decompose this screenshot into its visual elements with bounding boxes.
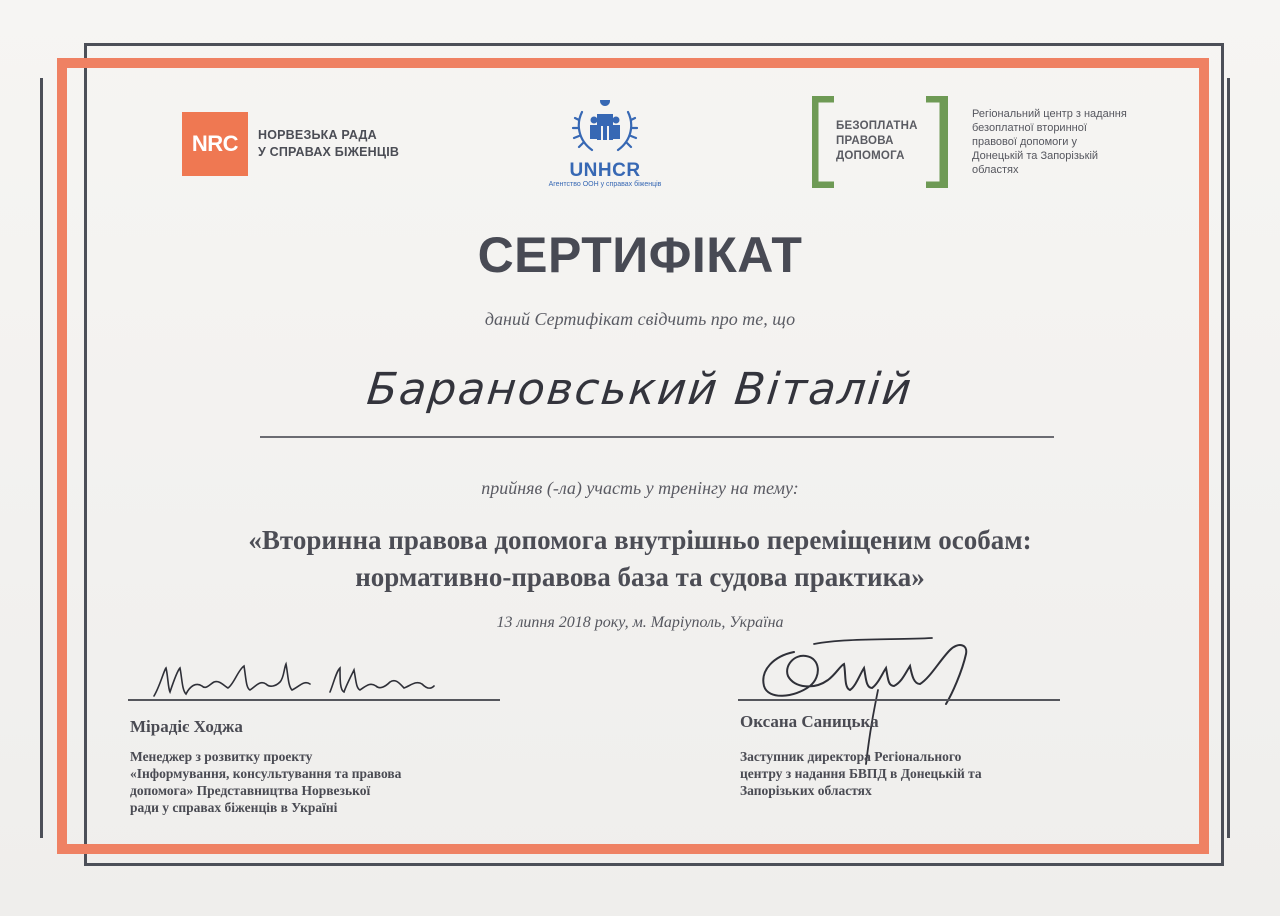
nrc-name-line-1: НОРВЕЗЬКА РАДА: [258, 128, 377, 142]
date-and-place: 13 липня 2018 року, м. Маріуполь, Україна: [496, 614, 784, 631]
right-signatory-name: Оксана Саницька: [740, 712, 879, 731]
region-line-1: Регіональний центр з надання: [972, 108, 1127, 120]
topic-line-1: «Вторинна правова допомога внутрішньо переміщеним особам:: [248, 525, 1032, 555]
regional-center-caption: [972, 107, 1172, 177]
certificate-subtitle: даний Сертифікат свідчить про те, що: [484, 309, 796, 329]
left-signature-line: [128, 699, 500, 701]
right-signatory-role: [740, 748, 982, 799]
left-signatory-role: [130, 748, 401, 816]
right-role-line-1: Заступник директора Регіонального: [740, 749, 962, 764]
bpd-line-2: ПРАВОВА: [836, 135, 894, 147]
topic-line-2: нормативно-правова база та судова практика»: [355, 562, 925, 592]
training-topic: [0, 522, 1280, 596]
left-signatory-name: Мірадіє Ходжа: [130, 717, 243, 736]
unhcr-logo: [535, 100, 675, 188]
free-legal-aid-logo: [812, 96, 948, 188]
right-signature-line: [738, 699, 1060, 701]
certificate-title: СЕРТИФІКАТ: [477, 227, 803, 283]
nrc-org-name: [258, 127, 399, 161]
region-line-4: Донецькій та Запорізькій: [972, 150, 1099, 162]
left-role-line-1: Менеджер з розвитку проекту: [130, 749, 313, 764]
left-role-line-3: допомога» Представництва Норвезької: [130, 783, 371, 798]
left-role-line-4: ради у справах біженців в Україні: [130, 800, 338, 815]
right-role-line-3: Запорізьких областях: [740, 783, 872, 798]
free-legal-aid-text: [836, 119, 918, 164]
recipient-name: Барановський Віталій: [364, 364, 916, 415]
unhcr-tagline: Агентство ООН у справах біженців: [548, 181, 662, 188]
left-role-line-2: «Інформування, консультування та правова: [130, 766, 402, 781]
right-role-line-2: центру з надання БВПД в Донецькій та: [740, 766, 982, 781]
nrc-name-line-2: У СПРАВАХ БІЖЕНЦІВ: [258, 145, 400, 159]
unhcr-emblem-icon: [570, 100, 640, 162]
participation-text: прийняв (-ла) участь у тренінгу на тему:: [481, 478, 799, 498]
region-line-2: безоплатної вторинної: [972, 122, 1087, 134]
region-line-5: областях: [972, 164, 1019, 176]
nrc-logo: [182, 112, 399, 176]
nrc-mark: NRC: [182, 112, 248, 176]
region-line-3: правової допомоги у: [972, 136, 1077, 148]
unhcr-wordmark: UNHCR: [569, 160, 641, 181]
recipient-underline: [260, 436, 1054, 438]
bpd-line-3: ДОПОМОГА: [836, 150, 905, 162]
bpd-line-1: БЕЗОПЛАТНА: [836, 120, 918, 132]
